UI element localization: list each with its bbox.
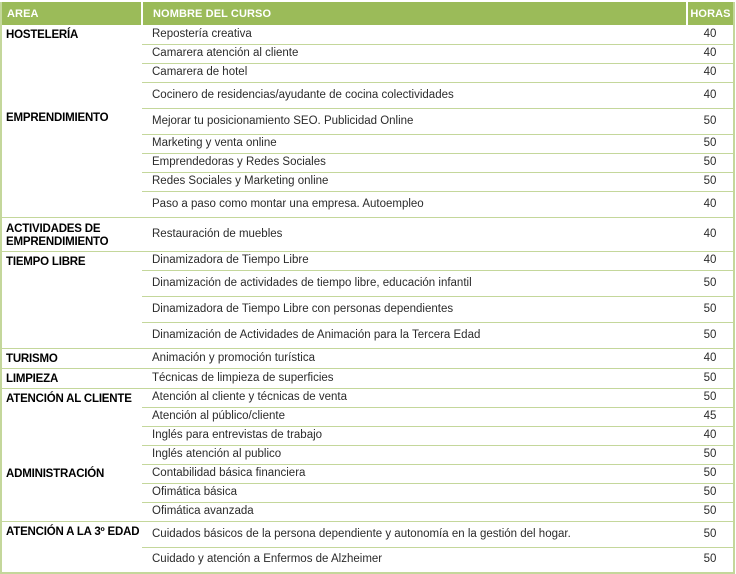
- course-hours-cell: 50: [687, 108, 734, 134]
- table-row: [1, 217, 734, 251]
- table-row: [1, 388, 734, 407]
- course-hours-cell: 50: [687, 134, 734, 153]
- course-hours-cell: 50: [687, 502, 734, 521]
- course-hours-cell: 50: [687, 464, 734, 483]
- course-hours-cell: 50: [687, 322, 734, 348]
- course-name-cell: Dinamizadora de Tiempo Libre: [142, 251, 687, 270]
- course-hours-cell: 40: [687, 63, 734, 82]
- course-name-cell: Técnicas de limpieza de superficies: [142, 368, 687, 388]
- table-body: [1, 25, 734, 573]
- course-name-cell: Atención al cliente y técnicas de venta: [142, 388, 687, 407]
- table-row: [1, 368, 734, 388]
- course-name-cell: Dinamización de actividades de tiempo libre, educación infantil: [142, 270, 687, 296]
- table-row: [1, 108, 734, 134]
- course-hours-cell: 50: [687, 153, 734, 172]
- course-hours-cell: 50: [687, 388, 734, 407]
- course-name-cell: Mejorar tu posicionamiento SEO. Publicidad Online: [142, 108, 687, 134]
- header-row: [1, 2, 734, 25]
- area-cell: TIEMPO LIBRE: [1, 251, 142, 348]
- course-name-cell: Cocinero de residencias/ayudante de cocina colectividades: [142, 82, 687, 108]
- course-name-cell: Repostería creativa: [142, 25, 687, 44]
- course-hours-cell: 40: [687, 82, 734, 108]
- header-cell-course: NOMBRE DEL CURSO: [142, 2, 687, 25]
- course-hours-cell: 40: [687, 217, 734, 251]
- area-cell: ATENCIÓN A LA 3º EDAD: [6, 525, 140, 538]
- course-name-cell: Dinamizadora de Tiempo Libre con personas dependientes: [142, 296, 687, 322]
- courses-table: [0, 2, 735, 574]
- course-name-cell: Inglés para entrevistas de trabajo: [142, 426, 687, 445]
- course-hours-cell: 40: [687, 348, 734, 368]
- course-name-cell: Atención al público/cliente: [142, 407, 687, 426]
- area-cell: LIMPIEZA: [1, 368, 142, 388]
- table-header: [1, 2, 734, 25]
- course-name-cell: Ofimática avanzada: [142, 502, 687, 521]
- area-cell: HOSTELERÍA: [6, 29, 79, 41]
- course-hours-cell: 50: [687, 521, 734, 547]
- course-hours-cell: 50: [703, 553, 717, 566]
- course-name-cell: Camarera de hotel: [142, 63, 687, 82]
- header-cell-hours: HORAS: [687, 2, 734, 25]
- course-hours-cell: 50: [687, 368, 734, 388]
- area-cell: ACTIVIDADES DE EMPRENDIMIENTO: [1, 217, 142, 251]
- course-hours-cell: 40: [687, 44, 734, 63]
- area-cell: ADMINISTRACIÓN: [1, 464, 142, 521]
- area-cell: EMPRENDIMIENTO: [1, 108, 142, 217]
- table-row: [1, 521, 734, 547]
- course-name-cell: Contabilidad básica financiera: [142, 464, 687, 483]
- course-name-cell: Marketing y venta online: [142, 134, 687, 153]
- area-cell: ATENCIÓN AL CLIENTE: [6, 392, 132, 405]
- header-cell-area: AREA: [1, 2, 142, 25]
- course-hours-cell: 40: [687, 191, 734, 217]
- course-name-cell: Camarera atención al cliente: [142, 44, 687, 63]
- course-hours-cell: 50: [687, 483, 734, 502]
- course-name-cell: Ofimática básica: [142, 483, 687, 502]
- course-hours-cell: 50: [687, 296, 734, 322]
- course-hours-cell: 50: [687, 270, 734, 296]
- table-row: [1, 464, 734, 483]
- course-name-cell: Restauración de muebles: [142, 217, 687, 251]
- course-hours-cell: 45: [687, 407, 734, 426]
- table-row: [1, 25, 734, 44]
- course-name-cell: Animación y promoción turística: [142, 348, 687, 368]
- course-name-cell: Cuidados básicos de la persona dependiente y autonomía en la gestión del hogar.: [142, 521, 687, 547]
- table-row: [1, 348, 734, 368]
- course-name-cell: Inglés atención al publico: [142, 445, 687, 464]
- course-hours-cell: 50: [687, 172, 734, 191]
- area-cell: TURISMO: [1, 348, 142, 368]
- course-hours-cell: 40: [687, 426, 734, 445]
- course-name-cell: Emprendedoras y Redes Sociales: [142, 153, 687, 172]
- course-name-cell: Dinamización de Actividades de Animación para la Tercera Edad: [142, 322, 687, 348]
- course-hours-cell: 40: [687, 25, 734, 44]
- course-name-cell: Redes Sociales y Marketing online: [142, 172, 687, 191]
- course-hours-cell: 50: [687, 445, 734, 464]
- course-name-cell: Paso a paso como montar una empresa. Autoempleo: [142, 191, 687, 217]
- course-name-cell: Cuidado y atención a Enfermos de Alzheimer: [152, 553, 383, 566]
- table-row: [1, 251, 734, 270]
- course-hours-cell: 40: [687, 251, 734, 270]
